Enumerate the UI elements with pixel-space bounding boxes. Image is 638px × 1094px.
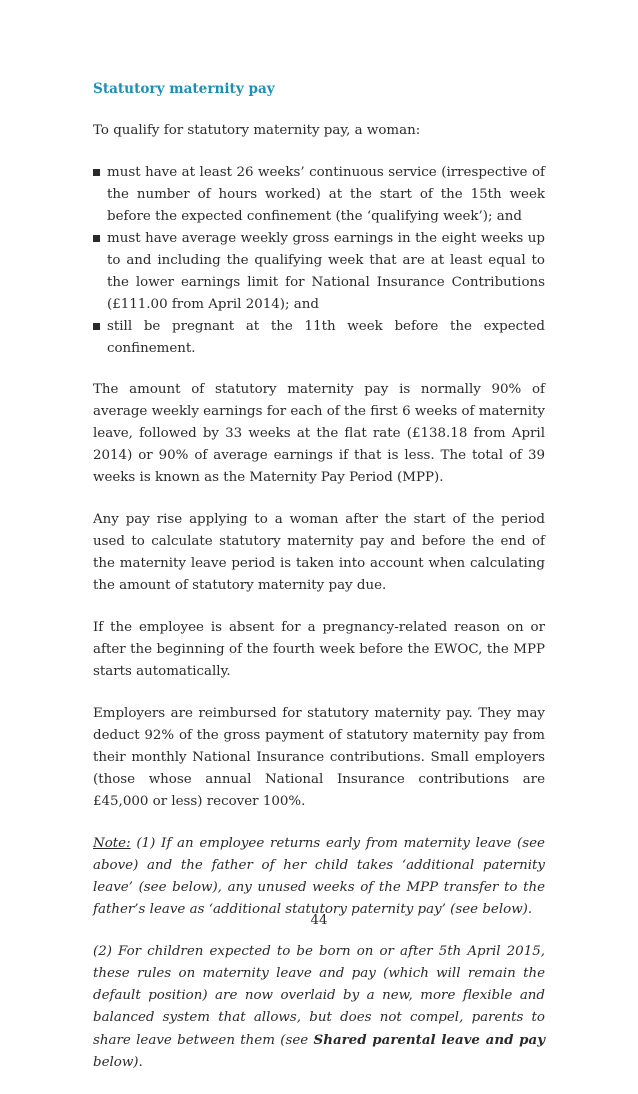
cross-reference: Shared parental leave and pay [313, 1032, 545, 1048]
absence-paragraph: If the employee is absent for a pregnancy-related reason on or after the beginning of the fourth week before the EWOC, the MPP starts automatically. [93, 620, 545, 679]
intro-paragraph: To qualify for statutory maternity pay, a woman: [93, 123, 421, 138]
note-text: (1) If an employee returns early from maternity leave (see above) and the father of her child takes ‘additional paternity leave’ (see below), any unused weeks of the MPP transfer to the father’s leave as ‘additional statutory paternity pay’ (see below). [93, 836, 545, 917]
square-bullet-icon [93, 169, 100, 176]
list-item-text: must have average weekly gross earnings in the eight weeks up to and including the qualifying week that are at least equal to the lower earnings limit for National Insurance Contributions (£111.00 from April 2014); and [107, 231, 545, 312]
pay-amount-paragraph: The amount of statutory maternity pay is normally 90% of average weekly earnings for each of the first 6 weeks of maternity leave, followed by 33 weeks at the flat rate (£138.18 from April 2014) or 90% of average earnings if that is less. The total of 39 weeks is known as the Maternity Pay Period (MPP). [93, 382, 545, 485]
pay-rise-paragraph: Any pay rise applying to a woman after the start of the period used to calculate statutory maternity pay and before the end of the maternity leave period is taken into account when calculating the amount of statutory maternity pay due. [93, 512, 545, 593]
square-bullet-icon [93, 235, 100, 242]
note-label: Note: [93, 836, 131, 851]
document-page [93, 78, 545, 1094]
square-bullet-icon [93, 323, 100, 330]
qualification-list [93, 162, 545, 360]
section-heading: Statutory maternity pay [93, 81, 275, 97]
list-item [93, 162, 545, 228]
note-paragraph-2 [93, 941, 545, 1074]
list-item [93, 228, 545, 316]
note-text-after: below). [93, 1055, 143, 1070]
page-number: 44 [310, 913, 328, 928]
note-text-before: (2) For children expected to be born on or after 5th April 2015, these rules on maternity leave and pay (which will remain the default position) are now overlaid by a new, more flexible and balanced system that allows, but does not compel, parents to share leave between them (see [93, 944, 545, 1048]
list-item-text: still be pregnant at the 11th week before the expected confinement. [107, 319, 545, 356]
list-item [93, 316, 545, 360]
list-item-text: must have at least 26 weeks’ continuous service (irrespective of the number of hours worked) at the start of the 15th week before the expected confinement (the ‘qualifying week’); and [107, 165, 545, 224]
note-paragraph-1 [93, 833, 545, 921]
reimbursement-paragraph: Employers are reimbursed for statutory maternity pay. They may deduct 92% of the gross payment of statutory maternity pay from their monthly National Insurance contributions. Small employers (those whose annual National Insurance contributions are £45,000 or less) recover 100%. [93, 706, 545, 809]
